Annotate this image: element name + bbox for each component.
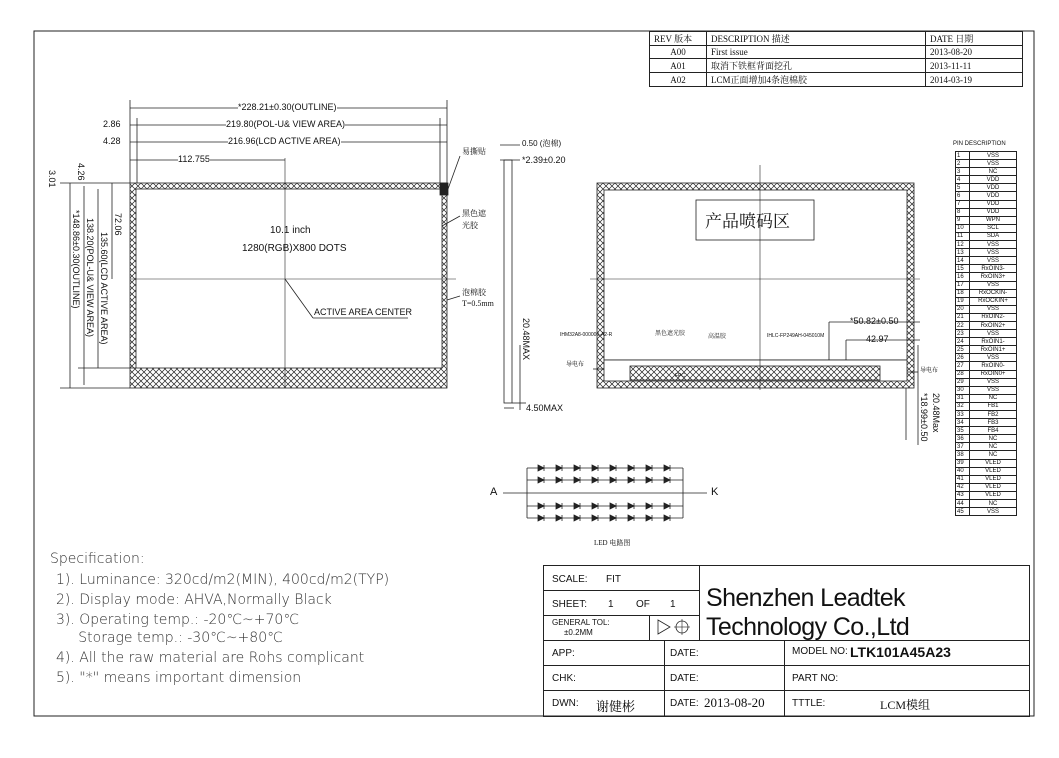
pin-number: 25 [956, 346, 970, 354]
pin-number: 27 [956, 362, 970, 370]
dim-view-height: 138.20(POL-U& VIEW AREA) [85, 218, 95, 338]
sheet-value: 1 [608, 599, 614, 610]
led-diode-icon [538, 465, 544, 471]
led-diode-icon [538, 477, 544, 483]
panel-size: 10.1 inch [270, 225, 311, 236]
scale-label: SCALE: [552, 574, 588, 585]
led-diode-icon [664, 503, 670, 509]
pin-signal: VSS [970, 330, 1017, 338]
pin-number: 39 [956, 459, 970, 467]
pin-number: 42 [956, 483, 970, 491]
black-tape-label-1: 黑色遮 [462, 209, 486, 218]
pin-signal: NC [970, 394, 1017, 402]
pin-signal: RxOIN3+ [970, 273, 1017, 281]
led-diode-icon [628, 515, 634, 521]
pin-signal: VSS [970, 152, 1017, 160]
dwn-date-value: 2013-08-20 [704, 695, 765, 710]
pin-number: 21 [956, 313, 970, 321]
back-dim-20-48: 20.48Max [931, 393, 941, 433]
pin-number: 43 [956, 491, 970, 499]
pin-number: 4 [956, 176, 970, 184]
pin-number: 17 [956, 281, 970, 289]
dim-2-39: *2.39±0.20 [522, 155, 566, 165]
pin-signal: SDA [970, 232, 1017, 240]
model-label: MODEL NO: [792, 646, 848, 657]
pin-signal: VSS [970, 249, 1017, 257]
pin-row [956, 297, 1017, 305]
pin-table [955, 151, 1017, 516]
pin-row [956, 411, 1017, 419]
rev-cell: A01 [650, 59, 707, 73]
pin-row [956, 152, 1017, 160]
led-diode-icon [592, 477, 598, 483]
dim-active-height: 135.60(LCD ACTIVE AREA) [99, 232, 109, 345]
dwn-label: DWN: [552, 698, 579, 709]
chk-label: CHK: [552, 673, 576, 684]
pin-row [956, 313, 1017, 321]
led-diode-icon [610, 465, 616, 471]
dim-3-01: 3.01 [47, 170, 57, 188]
company-name: Shenzhen Leadtek Technology Co.,Ltd [706, 584, 910, 641]
pin-signal: RxOIN2- [970, 313, 1017, 321]
pin-number: 6 [956, 192, 970, 200]
revision-header-row [650, 32, 1023, 46]
pin-number: 36 [956, 435, 970, 443]
pin-signal: RxOIN1- [970, 338, 1017, 346]
pin-number: 10 [956, 224, 970, 232]
pin-row [956, 491, 1017, 499]
pin-signal: VDD [970, 192, 1017, 200]
side-dim-20-48: 20.48MAX [521, 318, 531, 361]
led-diode-icon [646, 503, 652, 509]
pin-signal: RxOIN2+ [970, 321, 1017, 329]
pin-row [956, 192, 1017, 200]
led-diode-icon [664, 515, 670, 521]
title-block [543, 565, 1030, 717]
pin-signal: VSS [970, 378, 1017, 386]
led-diode-icon [556, 477, 562, 483]
pin-signal: VSS [970, 386, 1017, 394]
pin-row [956, 176, 1017, 184]
part-left-label: IHM32A8-000000-A2-R [560, 332, 613, 338]
spec-line: 4). All the raw material are Rohs complicant [56, 650, 365, 666]
pin-signal: VLED [970, 475, 1017, 483]
pin-number: 3 [956, 168, 970, 176]
chk-date-label: DATE: [670, 673, 699, 684]
led-circuit [503, 465, 707, 521]
pin-number: 29 [956, 378, 970, 386]
pin-signal: NC [970, 451, 1017, 459]
pin-number: 15 [956, 265, 970, 273]
pin-row [956, 265, 1017, 273]
connector-label: IHLC-FP249AH-045010M [767, 333, 825, 339]
pin-row [956, 346, 1017, 354]
led-diode-icon [574, 503, 580, 509]
pin-number: 7 [956, 200, 970, 208]
pin-number: 11 [956, 232, 970, 240]
dim-42-97: 42.97 [866, 334, 889, 344]
pin-row [956, 500, 1017, 508]
pin-signal: RxOCKIN+ [970, 297, 1017, 305]
pin-number: 2 [956, 160, 970, 168]
pin-number: 35 [956, 427, 970, 435]
model-value: LTK101A45A23 [850, 644, 951, 660]
pin-number: 32 [956, 402, 970, 410]
pin-row [956, 435, 1017, 443]
spec-title: Specification: [50, 551, 145, 567]
pin-number: 37 [956, 443, 970, 451]
pin-row [956, 467, 1017, 475]
dim-2-86: 2.86 [103, 119, 121, 129]
led-diode-icon [628, 477, 634, 483]
pin-signal: VSS [970, 241, 1017, 249]
pin-number: 5 [956, 184, 970, 192]
pin-row [956, 483, 1017, 491]
pin-number: 13 [956, 249, 970, 257]
pin-number: 44 [956, 500, 970, 508]
pin-signal: RxOCKIN- [970, 289, 1017, 297]
pin-signal: RxOIN0- [970, 362, 1017, 370]
dim-center-x: 112.755 [178, 154, 210, 164]
app-date-label: DATE: [670, 648, 699, 659]
dim-0-50: 0.50 (泡棉) [522, 139, 562, 148]
pin-row [956, 257, 1017, 265]
dim-4-26: 4.26 [76, 163, 86, 181]
pin-row [956, 451, 1017, 459]
pin-row [956, 241, 1017, 249]
pin-row [956, 338, 1017, 346]
pin-signal: NC [970, 435, 1017, 443]
pin-row [956, 232, 1017, 240]
pin-row [956, 354, 1017, 362]
pin-signal: RxOIN0+ [970, 370, 1017, 378]
pin-signal: FB1 [970, 402, 1017, 410]
pin-row [956, 200, 1017, 208]
led-diode-icon [664, 465, 670, 471]
desc-header: DESCRIPTION 描述 [707, 32, 926, 46]
pin-number: 14 [956, 257, 970, 265]
pin-number: 24 [956, 338, 970, 346]
anode-label: A [490, 486, 498, 498]
led-diode-icon [664, 477, 670, 483]
date-cell: 2013-11-11 [926, 59, 1023, 73]
sheet-label: SHEET: [552, 599, 588, 610]
spec-line: Storage temp.: -30℃~+80℃ [56, 630, 283, 646]
revision-row [650, 46, 1023, 59]
sheet-total: 1 [670, 599, 676, 610]
projection-symbol-icon [656, 618, 692, 636]
back-view [590, 165, 920, 445]
scale-value: FIT [606, 574, 621, 585]
tear-label: 易撕贴 [462, 147, 486, 156]
conductive-left-label: 导电布 [566, 362, 585, 368]
pin-row [956, 394, 1017, 402]
pin-signal: RxOIN3- [970, 265, 1017, 273]
foam-label-2: T=0.5mm [462, 299, 494, 308]
pin-number: 19 [956, 297, 970, 305]
dim-4-50: 4.50MAX [526, 403, 564, 413]
dim-outline-height: *148.86±0.30(OUTLINE) [71, 210, 81, 309]
black-tape-back-label: 黑色遮光胶 [655, 331, 686, 337]
dim-outline-width: *228.21±0.30(OUTLINE) [238, 102, 337, 112]
hitemp-label: 高温胶 [708, 334, 727, 340]
foam-label-1: 泡棉胶 [462, 288, 486, 297]
led-diode-icon [592, 515, 598, 521]
conductive-right-label: 导电布 [920, 368, 939, 374]
pin-row [956, 508, 1017, 516]
rev-cell: A00 [650, 46, 707, 59]
pin-number: 1 [956, 152, 970, 160]
app-label: APP: [552, 648, 575, 659]
pin-signal: NC [970, 500, 1017, 508]
dwn-date-label: DATE: [670, 698, 699, 709]
pin-row [956, 249, 1017, 257]
pin-number: 16 [956, 273, 970, 281]
code-area-label: 产品喷码区 [705, 212, 790, 231]
spec-line: 1). Luminance: 320cd/m2(MIN), 400cd/m2(TYP) [56, 572, 390, 588]
pin-number: 33 [956, 411, 970, 419]
pin-number: 34 [956, 419, 970, 427]
pin-signal: NC [970, 443, 1017, 451]
pin-signal: VSS [970, 508, 1017, 516]
led-diode-icon [646, 465, 652, 471]
led-caption: LED 电路图 [594, 539, 631, 547]
pin-signal: FB3 [970, 419, 1017, 427]
pin-row [956, 362, 1017, 370]
pin-number: 18 [956, 289, 970, 297]
panel-resolution: 1280(RGB)X800 DOTS [242, 243, 347, 254]
tol-value: ±0.2MM [564, 628, 593, 637]
pin-signal: VLED [970, 459, 1017, 467]
pin-signal: VLED [970, 491, 1017, 499]
title-label: TTTLE: [792, 698, 826, 709]
pin-signal: WPN [970, 216, 1017, 224]
pin-signal: VSS [970, 160, 1017, 168]
black-tape-label-2: 光胶 [462, 221, 478, 230]
pin-row [956, 378, 1017, 386]
pin-number: 20 [956, 305, 970, 313]
pin-row [956, 184, 1017, 192]
pin-row [956, 216, 1017, 224]
led-diode-icon [556, 465, 562, 471]
pin-number: 45 [956, 508, 970, 516]
spec-line: 3). Operating temp.: -20℃~+70℃ [56, 612, 300, 628]
led-diode-icon [646, 515, 652, 521]
pin-signal: FB4 [970, 427, 1017, 435]
pin-number: 38 [956, 451, 970, 459]
pin-signal: VDD [970, 176, 1017, 184]
desc-cell: First issue [707, 46, 926, 59]
pin-signal: VSS [970, 305, 1017, 313]
led-diode-icon [556, 515, 562, 521]
pin-signal: VLED [970, 483, 1017, 491]
led-diode-icon [646, 477, 652, 483]
cathode-label: K [711, 486, 719, 498]
pin-row [956, 281, 1017, 289]
pin-number: 30 [956, 386, 970, 394]
pin-number: 8 [956, 208, 970, 216]
led-diode-icon [628, 465, 634, 471]
pin-row [956, 168, 1017, 176]
led-diode-icon [574, 515, 580, 521]
led-diode-icon [592, 503, 598, 509]
pin-row [956, 386, 1017, 394]
side-view [500, 145, 526, 410]
pin-row [956, 370, 1017, 378]
revision-row [650, 73, 1023, 87]
pin-signal: SCL [970, 224, 1017, 232]
dim-18-99: *18.99±0.50 [919, 393, 929, 442]
pin-number: 26 [956, 354, 970, 362]
pin-number: 31 [956, 394, 970, 402]
pin-number: 9 [956, 216, 970, 224]
dwn-value: 谢健彬 [596, 699, 636, 714]
pin-row [956, 402, 1017, 410]
led-diode-icon [610, 503, 616, 509]
pin-row [956, 459, 1017, 467]
led-diode-icon [538, 515, 544, 521]
pin-signal: NC [970, 168, 1017, 176]
pin-signal: VSS [970, 281, 1017, 289]
pin-signal: VSS [970, 354, 1017, 362]
active-area-center-label: ACTIVE AREA CENTER [314, 307, 413, 317]
desc-cell: LCM正面增加4条泡棉胶 [707, 73, 926, 87]
pin-signal: VDD [970, 208, 1017, 216]
dim-4-28: 4.28 [103, 136, 121, 146]
pin-number: 12 [956, 241, 970, 249]
pin-signal: VDD [970, 184, 1017, 192]
dim-view-width: 219.80(POL-U& VIEW AREA) [226, 119, 346, 129]
led-diode-icon [574, 477, 580, 483]
pin-table-title: PIN DESCRIPTION [953, 141, 1006, 147]
pin-row [956, 443, 1017, 451]
rev-cell: A02 [650, 73, 707, 87]
pin-signal: VDD [970, 200, 1017, 208]
led-diode-icon [610, 477, 616, 483]
pin-signal: VSS [970, 257, 1017, 265]
dim-50-82: *50.82±0.50 [850, 316, 899, 326]
pin-row [956, 160, 1017, 168]
pin-row [956, 208, 1017, 216]
spec-line: 2). Display mode: AHVA,Normally Black [56, 592, 332, 608]
pin-row [956, 321, 1017, 329]
date-cell: 2014-03-19 [926, 73, 1023, 87]
revision-table [649, 31, 1023, 87]
led-diode-icon [628, 503, 634, 509]
pin-number: 40 [956, 467, 970, 475]
pin-row [956, 330, 1017, 338]
pin-number: 41 [956, 475, 970, 483]
date-header: DATE 日期 [926, 32, 1023, 46]
pin-number: 28 [956, 370, 970, 378]
pin-row [956, 289, 1017, 297]
revision-row [650, 59, 1023, 73]
led-diode-icon [556, 503, 562, 509]
pin-number: 22 [956, 321, 970, 329]
pin-row [956, 273, 1017, 281]
tol-label: GENERAL TOL: [552, 618, 610, 627]
rev-header: REV 版本 [650, 32, 707, 46]
pin-signal: VLED [970, 467, 1017, 475]
dim-72-06: 72.06 [113, 213, 123, 236]
led-diode-icon [538, 503, 544, 509]
pin-signal: FB2 [970, 411, 1017, 419]
date-cell: 2013-08-20 [926, 46, 1023, 59]
pin-row [956, 224, 1017, 232]
dim-active-width: 216.96(LCD ACTIVE AREA) [228, 136, 341, 146]
led-diode-icon [610, 515, 616, 521]
pin-row [956, 305, 1017, 313]
led-diode-icon [592, 465, 598, 471]
led-diode-icon [574, 465, 580, 471]
desc-cell: 取消下铁框背面挖孔 [707, 59, 926, 73]
pin-signal: RxOIN1+ [970, 346, 1017, 354]
pin-row [956, 475, 1017, 483]
pin-row [956, 419, 1017, 427]
fpc-label: FPC [675, 373, 685, 379]
part-label: PART NO: [792, 673, 839, 684]
title-value: LCM模组 [880, 698, 931, 712]
spec-line: 5). "*" means important dimension [56, 670, 302, 686]
sheet-of: OF [636, 599, 650, 610]
pin-number: 23 [956, 330, 970, 338]
pin-row [956, 427, 1017, 435]
